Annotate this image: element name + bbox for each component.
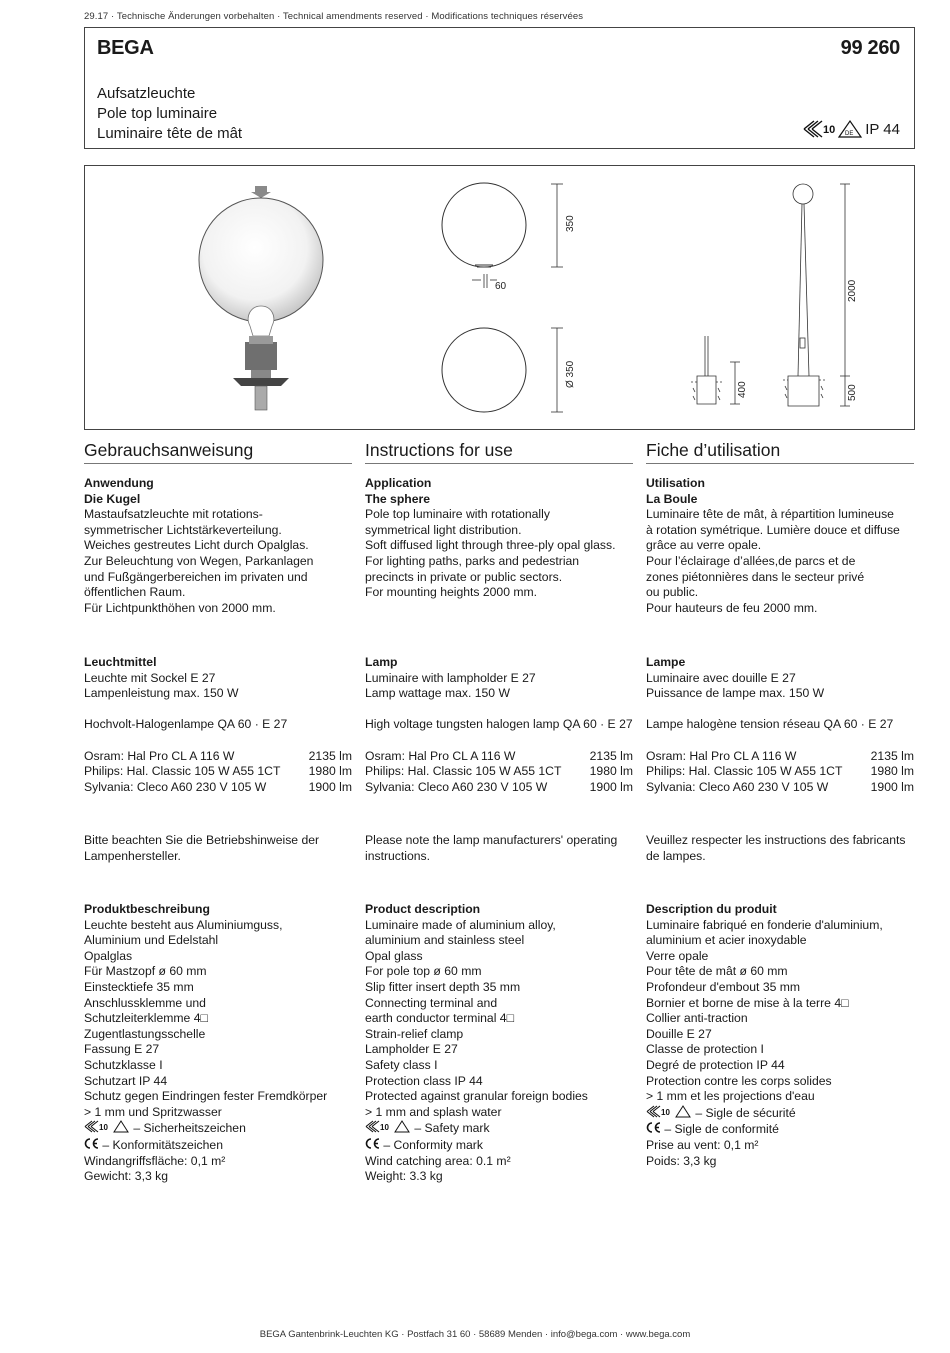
- lamp-text-line: Lamp wattage max. 150 W: [365, 686, 510, 701]
- spacer: [365, 733, 633, 749]
- product-line: Für Mastzopf ø 60 mm: [84, 964, 207, 979]
- conformity-mark-text: – Sigle de conformité: [664, 1122, 779, 1137]
- lamp-name: Osram: Hal Pro CL A 116 W: [84, 748, 235, 763]
- safety-mark-text: – Safety mark: [414, 1121, 490, 1136]
- application-text-line: und Fußgängerbereichen im privaten und: [84, 569, 308, 584]
- short-mounting-detail: [691, 336, 740, 404]
- lamp-row: [646, 764, 914, 780]
- lamp-name: Philips: Hal. Classic 105 W A55 1CT: [365, 764, 562, 779]
- application-text-line: Pour hauteurs de feu 2000 mm.: [646, 600, 818, 615]
- lamp-name: Philips: Hal. Classic 105 W A55 1CT: [84, 764, 281, 779]
- product-line: Protected against granular foreign bodies: [365, 1089, 588, 1104]
- lamp-row: [365, 780, 633, 796]
- safety-mark-line: [646, 1105, 914, 1123]
- lamp-name: Sylvania: Cleco A60 230 V 105 W: [84, 779, 267, 794]
- lamp-text-line: Puissance de lampe max. 150 W: [646, 686, 825, 701]
- mast-drawing: [783, 184, 850, 406]
- lamp-type: Hochvolt-Halogenlampe QA 60 · E 27: [84, 717, 288, 732]
- application-text-line: Zur Beleuchtung von Wegen, Parkanlagen: [84, 553, 314, 568]
- column-de: [84, 440, 352, 1184]
- application-title: Utilisation: [646, 476, 705, 490]
- lamp-row: [646, 749, 914, 765]
- svg-text:DE: DE: [845, 131, 854, 137]
- application-text-line: For lighting paths, parks and pedestrian: [365, 553, 580, 568]
- product-line: Windangriffsfläche: 0,1 m²: [84, 1153, 226, 1168]
- note-line: Bitte beachten Sie die Betriebshinweise der: [84, 833, 320, 847]
- technical-drawing: [85, 166, 916, 431]
- lamp-lumen: 1900 lm: [870, 779, 914, 794]
- note-line: Veuillez respecter les instructions des fabricants: [646, 833, 906, 847]
- lamp-text-line: Lampenleistung max. 150 W: [84, 686, 239, 701]
- product-line: Luminaire fabriqué en fonderie d'aluminium,: [646, 917, 883, 932]
- spacer: [646, 702, 914, 718]
- lamp-type: High voltage tungsten halogen lamp QA 60 · E 27: [365, 717, 633, 732]
- ve-triangle-icon: [839, 121, 861, 137]
- application-title: Anwendung: [84, 476, 154, 490]
- title-de: Aufsatzleuchte: [97, 85, 196, 102]
- application-subtitle: Die Kugel: [84, 491, 141, 506]
- lamp-text-line: Luminaire avec douille E 27: [646, 670, 796, 685]
- application-title: Application: [365, 476, 432, 490]
- product-line: Fassung E 27: [84, 1042, 160, 1057]
- product-line: Schutz gegen Eindringen fester Fremdkörper: [84, 1089, 328, 1104]
- dim-insert-short: 400: [737, 381, 748, 398]
- conformity-mark-text: – Konformitätszeichen: [102, 1137, 223, 1152]
- lamp-text-line: Leuchte mit Sockel E 27: [84, 670, 216, 685]
- note-line: instructions.: [365, 848, 431, 863]
- product-line: Connecting terminal and: [365, 995, 498, 1010]
- column-heading: Fiche d’utilisation: [646, 440, 914, 464]
- product-line: Opalglas: [84, 948, 133, 963]
- lamp-row: [365, 764, 633, 780]
- product-line: aluminium and stainless steel: [365, 933, 525, 948]
- ce-mark-icon: [365, 1138, 380, 1149]
- product-line: Strain-relief clamp: [365, 1026, 464, 1041]
- lamp-title: Leuchtmittel: [84, 655, 157, 669]
- svg-text:10: 10: [99, 1123, 108, 1133]
- lamp-section: [365, 655, 633, 795]
- product-title: Produktbeschreibung: [84, 902, 210, 916]
- product-line: Verre opale: [646, 948, 709, 963]
- product-line: Schutzklasse I: [84, 1057, 163, 1072]
- product-line: Safety class I: [365, 1057, 438, 1072]
- product-line: Degré de protection IP 44: [646, 1057, 785, 1072]
- title-en: Pole top luminaire: [97, 105, 218, 122]
- lamp-row: [84, 764, 352, 780]
- arrow-down-icon: [251, 186, 271, 198]
- lamp-title: Lamp: [365, 655, 398, 669]
- safety-mark-text: – Sicherheitszeichen: [133, 1121, 246, 1136]
- ce-mark-icon: [84, 1138, 99, 1154]
- ce-mark-icon: [646, 1122, 661, 1138]
- product-line: For pole top ø 60 mm: [365, 964, 482, 979]
- safety-mark-icon: [84, 1120, 130, 1138]
- application-text-line: Mastaufsatzleuchte mit rotations-: [84, 507, 263, 522]
- lamp-name: Osram: Hal Pro CL A 116 W: [365, 748, 516, 763]
- dim-insert-long: 500: [847, 384, 858, 401]
- conformity-mark-line: [365, 1138, 633, 1154]
- drawing-panel: [84, 165, 915, 430]
- top-notice: 29.17 · Technische Änderungen vorbehalten · Technical amendments reserved · Modifications techniques réservées: [84, 11, 584, 22]
- product-line: Gewicht: 3,3 kg: [84, 1169, 168, 1184]
- lamp-name: Sylvania: Cleco A60 230 V 105 W: [646, 779, 829, 794]
- spacer: [84, 702, 352, 718]
- dim-fitter: 60: [495, 281, 507, 292]
- footer-address: BEGA Gantenbrink-Leuchten KG · Postfach 31 60 · 58689 Menden · info@bega.com · www.bega.com: [259, 1329, 691, 1340]
- application-text-line: For mounting heights 2000 mm.: [365, 585, 538, 600]
- application-subtitle: The sphere: [365, 491, 431, 506]
- application-text-line: ou public.: [646, 585, 699, 600]
- manufacturer-note: [365, 833, 633, 864]
- product-line: earth conductor terminal 4□: [365, 1011, 514, 1026]
- product-line: Slip fitter insert depth 35 mm: [365, 979, 521, 994]
- product-section: [84, 902, 352, 1185]
- svg-text:10: 10: [661, 1107, 670, 1117]
- conformity-mark-text: – Conformity mark: [383, 1137, 483, 1152]
- certification-marks: [802, 118, 864, 145]
- article-number: 99 260: [840, 37, 900, 59]
- safety-mark-line: [365, 1120, 633, 1138]
- column-en: [365, 440, 633, 1184]
- product-line: Protection class IP 44: [365, 1073, 483, 1088]
- lamp-name: Osram: Hal Pro CL A 116 W: [646, 748, 797, 763]
- ip-rating: IP 44: [865, 121, 900, 138]
- product-line: Protection contre les corps solides: [646, 1073, 832, 1088]
- product-line: Aluminium und Edelstahl: [84, 933, 219, 948]
- product-titles: [97, 84, 242, 144]
- spacer: [365, 702, 633, 718]
- lamp-name: Sylvania: Cleco A60 230 V 105 W: [365, 779, 548, 794]
- product-line: Schutzleiterklemme 4□: [84, 1011, 208, 1026]
- column-fr: [646, 440, 914, 1168]
- application-text-line: symmetrischer Lichtstärkeverteilung.: [84, 522, 282, 537]
- dim-height: 350: [565, 215, 576, 232]
- lamp-section: [84, 655, 352, 795]
- application-text-line: Pole top luminaire with rotationally: [365, 507, 550, 522]
- application-text-line: Weiches gestreutes Licht durch Opalglas.: [84, 538, 309, 553]
- lamp-name: Philips: Hal. Classic 105 W A55 1CT: [646, 764, 843, 779]
- ce-mark-icon: [646, 1122, 661, 1133]
- lamp-type: Lampe halogène tension réseau QA 60 · E 27: [646, 717, 894, 732]
- application-text-line: Soft diffused light through three-ply opal glass.: [365, 538, 616, 553]
- luminaire-illustration: [199, 186, 323, 410]
- safety-mark-icon: [365, 1120, 411, 1138]
- conformity-mark-line: [646, 1122, 914, 1138]
- product-line: Zugentlastungsschelle: [84, 1026, 206, 1041]
- product-line: Schutzart IP 44: [84, 1073, 168, 1088]
- lamp-row: [84, 749, 352, 765]
- application-text-line: à rotation symétrique. Lumière douce et diffuse: [646, 522, 900, 537]
- conformity-mark-line: [84, 1138, 352, 1154]
- lamp-lumen: 1980 lm: [589, 764, 633, 779]
- safety-mark-icon: [804, 121, 822, 137]
- product-line: Poids: 3,3 kg: [646, 1153, 717, 1168]
- safety-mark-icon: [646, 1105, 692, 1123]
- application-text-line: grâce au verre opale.: [646, 538, 762, 553]
- product-line: > 1 mm and splash water: [365, 1104, 502, 1119]
- product-line: Luminaire made of aluminium alloy,: [365, 917, 556, 932]
- application-text-line: Pour l’éclairage d’allées,de parcs et de: [646, 553, 856, 568]
- product-line: Prise au vent: 0,1 m²: [646, 1137, 759, 1152]
- dim-mast-height: 2000: [847, 279, 858, 302]
- lamp-lumen: 2135 lm: [589, 748, 633, 763]
- lamp-section: [646, 655, 914, 795]
- lamp-text-line: Luminaire with lampholder E 27: [365, 670, 536, 685]
- ce-mark-icon: [365, 1138, 380, 1154]
- application-subtitle: La Boule: [646, 491, 698, 506]
- manufacturer-note: [84, 833, 352, 864]
- column-heading: Gebrauchsanweisung: [84, 440, 352, 464]
- ce-mark-icon: [84, 1138, 99, 1149]
- product-line: Collier anti-traction: [646, 1011, 748, 1026]
- product-line: > 1 mm et les projections d'eau: [646, 1089, 815, 1104]
- product-line: Pour tête de mât ø 60 mm: [646, 964, 788, 979]
- product-line: Weight: 3.3 kg: [365, 1169, 443, 1184]
- product-line: Leuchte besteht aus Aluminiumguss,: [84, 917, 283, 932]
- lamp-lumen: 1900 lm: [308, 779, 352, 794]
- manufacturer-note: [646, 833, 914, 864]
- lamp-row: [84, 780, 352, 796]
- product-line: Einstecktiefe 35 mm: [84, 979, 194, 994]
- application-text-line: Luminaire tête de mât, à répartition lumineuse: [646, 507, 894, 522]
- safety-mark-line: [84, 1120, 352, 1138]
- note-line: Please note the lamp manufacturers' operating: [365, 833, 618, 847]
- product-line: Classe de protection I: [646, 1042, 764, 1057]
- application-section: [84, 476, 352, 616]
- note-line: de lampes.: [646, 848, 706, 863]
- product-section: [365, 902, 633, 1185]
- top-view: [442, 328, 563, 412]
- application-text-line: zones piétonnières dans le secteur privé: [646, 569, 865, 584]
- front-view: [442, 183, 563, 288]
- spacer: [84, 733, 352, 749]
- spacer: [646, 733, 914, 749]
- title-fr: Luminaire tête de mât: [97, 125, 243, 142]
- product-line: Douille E 27: [646, 1026, 712, 1041]
- lamp-lumen: 1980 lm: [308, 764, 352, 779]
- product-line: Wind catching area: 0.1 m²: [365, 1153, 511, 1168]
- application-text-line: Für Lichtpunkthöhen von 2000 mm.: [84, 600, 276, 615]
- lamp-title: Lampe: [646, 655, 686, 669]
- lamp-lumen: 2135 lm: [308, 748, 352, 763]
- lamp-row: [365, 749, 633, 765]
- product-line: > 1 mm und Spritzwasser: [84, 1104, 222, 1119]
- lamp-lumen: 2135 lm: [870, 748, 914, 763]
- application-section: [646, 476, 914, 616]
- application-text-line: öffentlichen Raum.: [84, 585, 186, 600]
- svg-text:10: 10: [823, 124, 836, 136]
- application-text-line: precincts in private or public sectors.: [365, 569, 563, 584]
- lamp-lumen: 1980 lm: [870, 764, 914, 779]
- product-title: Description du produit: [646, 902, 777, 916]
- product-line: Bornier et borne de mise à la terre 4□: [646, 995, 849, 1010]
- product-line: Anschlussklemme und: [84, 995, 206, 1010]
- note-line: Lampenhersteller.: [84, 848, 181, 863]
- dim-diameter: Ø 350: [565, 360, 576, 388]
- product-line: aluminium et acier inoxydable: [646, 933, 807, 948]
- application-section: [365, 476, 633, 601]
- product-title: Product description: [365, 902, 481, 916]
- lamp-lumen: 1900 lm: [589, 779, 633, 794]
- header-box: [84, 27, 915, 149]
- product-line: Lampholder E 27: [365, 1042, 458, 1057]
- product-line: Opal glass: [365, 948, 423, 963]
- safety-mark-text: – Sigle de sécurité: [695, 1105, 796, 1120]
- lamp-row: [646, 780, 914, 796]
- application-text-line: symmetrical light distribution.: [365, 522, 522, 537]
- svg-text:10: 10: [380, 1123, 389, 1133]
- product-line: Profondeur d'embout 35 mm: [646, 979, 801, 994]
- brand-name: BEGA: [97, 37, 154, 59]
- column-heading: Instructions for use: [365, 440, 633, 464]
- product-section: [646, 902, 914, 1169]
